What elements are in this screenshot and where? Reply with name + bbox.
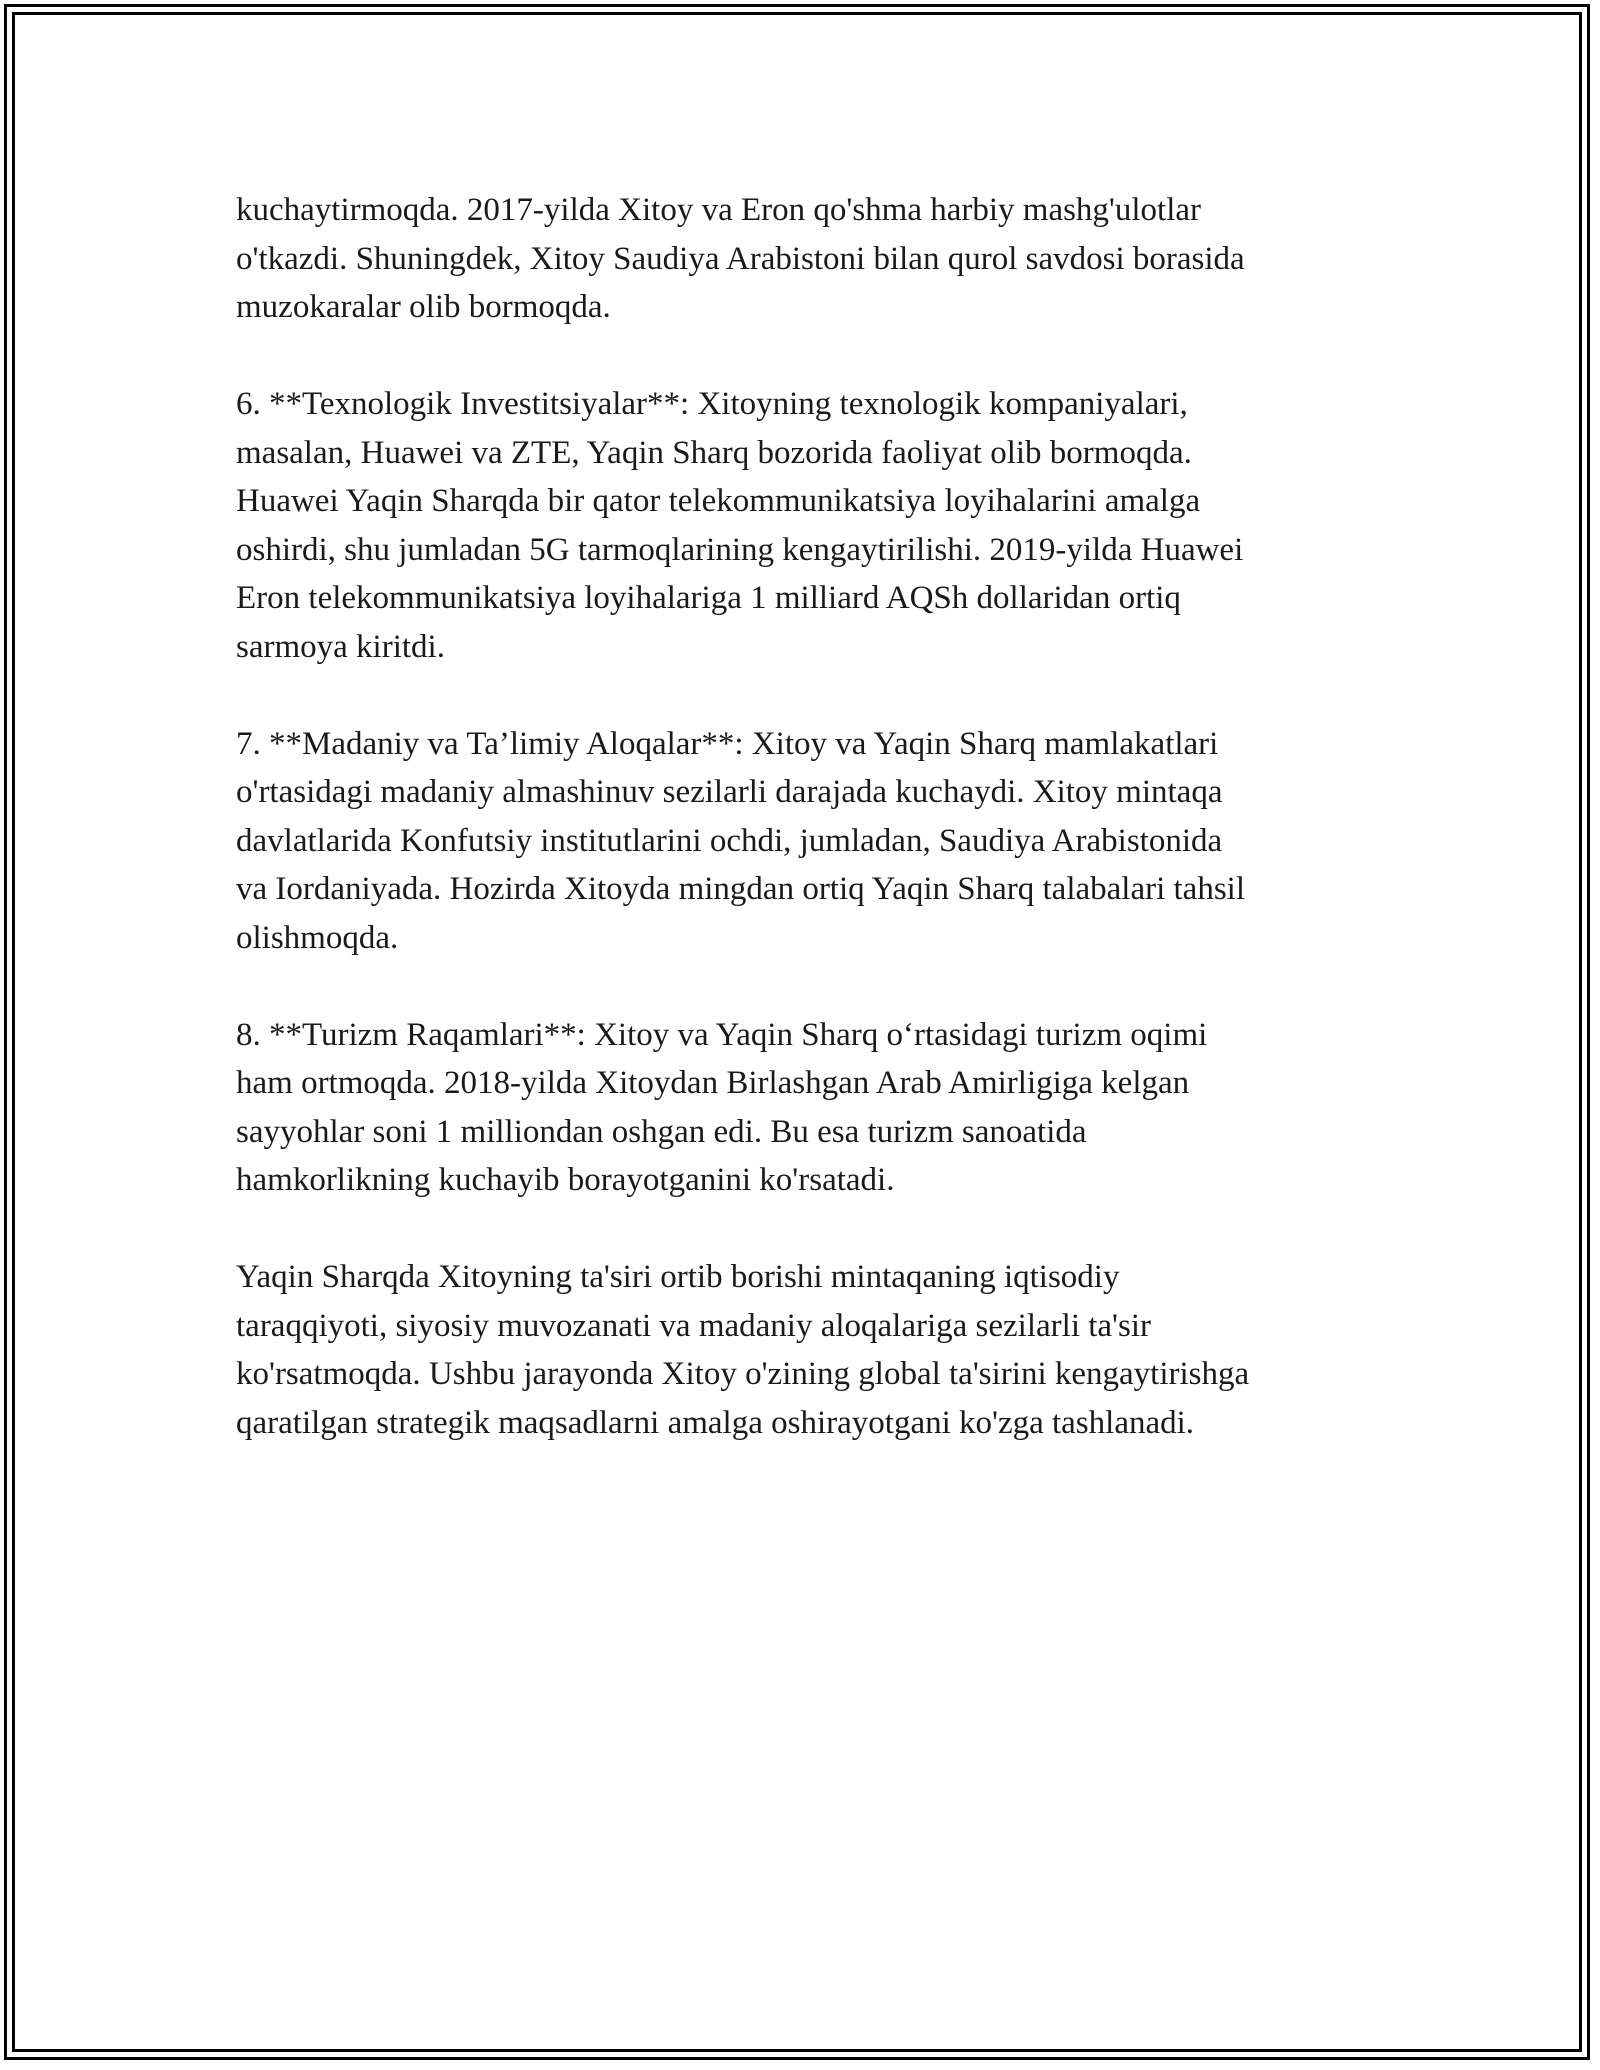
paragraph-conclusion: Yaqin Sharqda Xitoyning ta'siri ortib borishi mintaqaning iqtisodiy taraqqiyoti, siyosiy muvozanati va madaniy aloqalariga sezilarli ta'sir ko'rsatmoqda. Ushbu jarayonda Xitoy o'zining global ta'sirini kengaytirishga qaratilgan strategik maqsadlarni amalga oshirayotgani ko'zga tashlanadi. xyxy=(236,1259,1250,1441)
paragraph-tourism: 8. **Turizm Raqamlari**: Xitoy va Yaqin Sharq o‘rtasidagi turizm oqimi ham ortmoqda. 2018-yilda Xitoydan Birlashgan Arab Amirligiga kelgan sayyohlar soni 1 milliondan oshgan edi. Bu esa turizm sanoatida hamkorlikning kuchayib borayotganini ko'rsatadi. xyxy=(236,1016,1208,1198)
paragraph-military-cooperation: kuchaytirmoqda. 2017-yilda Xitoy va Eron qo'shma harbiy mashg'ulotlar o'tkazdi. Shuningdek, Xitoy Saudiya Arabistoni bilan qurol savdosi borasida muzokaralar olib bormoqda. xyxy=(236,192,1245,325)
document-body xyxy=(236,186,1376,1496)
paragraph-tech-investments: 6. **Texnologik Investitsiyalar**: Xitoyning texnologik kompaniyalari, masalan, Huawei va ZTE, Yaqin Sharq bozorida faoliyat olib bormoqda. Huawei Yaqin Sharqda bir qator telekommunikatsiya loyihalarini amalga oshirdi, shu jumladan 5G tarmoqlarining kengaytirilishi. 2019-yilda Huawei Eron telekommunikatsiya loyihalariga 1 milliard AQSh dollaridan ortiq sarmoya kiritdi. xyxy=(236,386,1244,665)
paragraph-cultural-ties: 7. **Madaniy va Ta’limiy Aloqalar**: Xitoy va Yaqin Sharq mamlakatlari o'rtasidagi madaniy almashinuv sezilarli darajada kuchaydi. Xitoy mintaqa davlatlarida Konfutsiy institutlarini ochdi, jumladan, Saudiya Arabistonida va Iordaniyada. Hozirda Xitoyda mingdan ortiq Yaqin Sharq talabalari tahsil olishmoqda. xyxy=(236,725,1245,956)
